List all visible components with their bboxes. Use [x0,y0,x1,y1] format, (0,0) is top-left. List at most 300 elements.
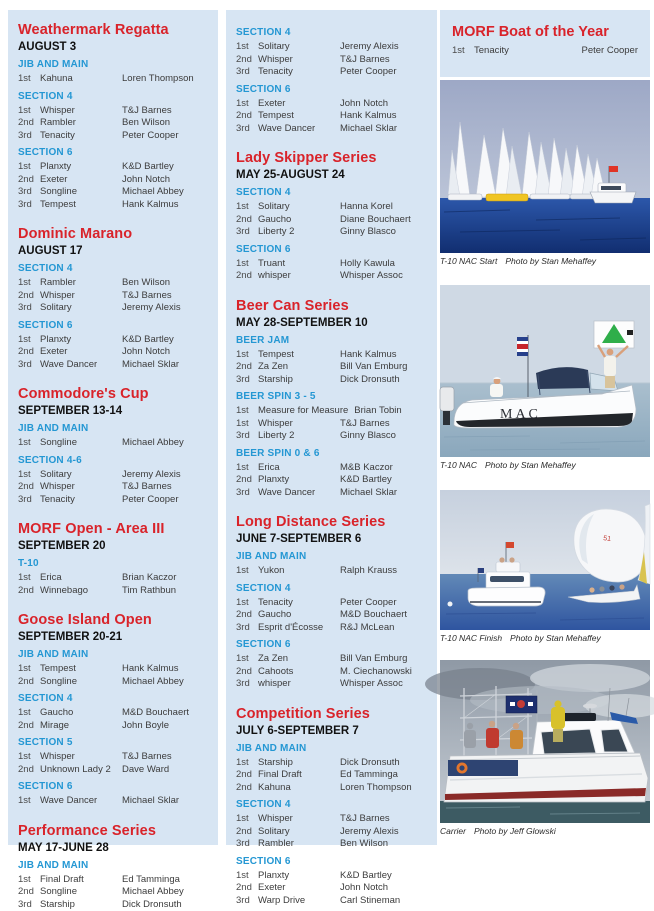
result-boat: Solitary [258,826,340,839]
result-owner: Bill Van Emburg [340,361,427,374]
photo-caption [440,826,650,837]
result-owner: Tim Rathbun [122,585,208,598]
result-boat: Whisper [40,290,122,303]
result-row [236,609,427,622]
result-boat: Solitary [258,41,340,54]
event-title: Goose Island Open [18,612,208,629]
result-place: 2nd [236,826,258,839]
result-boat: Kahuna [258,782,340,795]
results-column-2 [226,10,437,845]
result-row [18,290,208,303]
event-date: SEPTEMBER 13-14 [18,404,208,418]
result-place: 3rd [18,130,40,143]
result-row [18,130,208,143]
photo-caption-title: T-10 NAC [440,460,477,470]
event-block [18,226,208,371]
result-owner: T&J Barnes [340,54,427,67]
result-row [18,585,208,598]
result-place: 2nd [236,666,258,679]
boat-of-the-year-title: MORF Boat of the Year [452,24,638,41]
result-boat: Kahuna [40,73,122,86]
result-row [236,895,427,908]
result-boat: Solitary [40,302,122,315]
section-heading: SECTION 6 [236,84,427,96]
result-place: 2nd [236,110,258,123]
result-row [18,663,208,676]
result-boat: Starship [258,374,340,387]
result-place: 3rd [236,226,258,239]
result-place: 3rd [236,430,258,443]
result-boat: Whisper [258,418,340,431]
section-heading: SECTION 4 [18,263,208,275]
result-place: 2nd [18,174,40,187]
result-owner: Michael Abbey [122,437,208,450]
result-boat: Tenacity [474,44,556,57]
result-owner: Hank Kalmus [340,349,427,362]
result-row [18,676,208,689]
result-boat: Songline [40,437,122,450]
boat-of-the-year-row [452,44,638,57]
result-row [18,751,208,764]
result-place: 2nd [18,720,40,733]
result-owner: Peter Cooper [122,494,208,507]
result-boat: Cahoots [258,666,340,679]
result-owner: Michael Sklar [122,359,208,372]
result-row [18,277,208,290]
result-place: 2nd [18,346,40,359]
result-row [236,374,427,387]
result-boat: Starship [40,899,122,911]
result-place: 1st [18,334,40,347]
result-owner: Bill Van Emburg [340,653,427,666]
result-owner: M&D Bouchaert [340,609,427,622]
result-boat: Unknown Lady 2 [40,764,122,777]
event-block [236,298,427,500]
result-boat: Za Zen [258,653,340,666]
photo-caption [440,633,650,644]
result-owner: Jeremy Alexis [122,302,208,315]
result-boat: Wave Dancer [258,487,340,500]
result-owner: M. Ciechanowski [340,666,427,679]
result-owner: Ed Tamminga [340,769,427,782]
result-row [236,462,427,475]
result-owner: T&J Barnes [340,813,427,826]
event-title: MORF Open - Area III [18,521,208,538]
result-owner: T&J Barnes [122,751,208,764]
result-place: 1st [236,870,258,883]
result-place: 3rd [236,622,258,635]
photo-caption-title: T-10 NAC Finish [440,633,502,643]
event-block [236,27,427,135]
result-boat: Planxty [258,870,340,883]
result-place: 2nd [236,769,258,782]
result-owner: Michael Abbey [122,676,208,689]
result-row [18,494,208,507]
event-date: MAY 28-SEPTEMBER 10 [236,316,427,330]
result-boat: Songline [40,886,122,899]
result-owner: Carl Stineman [340,895,427,908]
result-place: 2nd [18,117,40,130]
event-title: Beer Can Series [236,298,427,315]
result-boat: Za Zen [258,361,340,374]
result-boat: Gaucho [258,214,340,227]
result-owner: Ginny Blasco [340,226,427,239]
event-block [236,514,427,691]
section-heading: SECTION 6 [18,147,208,159]
event-block [18,521,208,597]
result-boat: Final Draft [40,874,122,887]
result-boat: Rambler [40,117,122,130]
result-place: 1st [452,44,474,57]
result-owner: Ben Wilson [340,838,427,851]
result-owner: Jeremy Alexis [122,469,208,482]
result-place: 3rd [236,678,258,691]
photo-caption-credit: Photo by Jeff Glowski [474,826,556,836]
result-row [18,359,208,372]
result-row [236,757,427,770]
result-owner: John Notch [122,174,208,187]
result-place: 1st [18,469,40,482]
result-place: 1st [18,572,40,585]
result-place: 3rd [236,895,258,908]
result-place: 2nd [236,361,258,374]
result-row [236,110,427,123]
result-owner: Ben Wilson [122,277,208,290]
section-heading: SECTION 4 [236,27,427,39]
result-boat: Starship [258,757,340,770]
result-row [18,764,208,777]
result-owner: Hank Kalmus [122,199,208,212]
result-owner: Hank Kalmus [122,663,208,676]
result-row [236,214,427,227]
result-row [236,430,427,443]
result-place: 3rd [18,302,40,315]
photo-caption-credit: Photo by Stan Mehaffey [485,460,576,470]
result-owner: Peter Cooper [122,130,208,143]
result-place: 3rd [236,66,258,79]
result-owner: Hanna Korel [340,201,427,214]
photo-caption-credit: Photo by Stan Mehaffey [510,633,601,643]
result-place: 1st [236,462,258,475]
photo-caption-title: Carrier [440,826,466,836]
carrier-photo-illustration [440,660,650,823]
result-place: 2nd [236,782,258,795]
section-heading: SECTION 6 [236,856,427,868]
event-block [18,22,208,211]
event-date: JULY 6-SEPTEMBER 7 [236,724,427,738]
event-date: JUNE 7-SEPTEMBER 6 [236,532,427,546]
section-heading: JIB AND MAIN [236,551,427,563]
result-owner: R&J McLean [340,622,427,635]
result-place: 2nd [236,474,258,487]
boat-of-the-year-box [440,10,650,77]
result-place: 1st [18,437,40,450]
photo-mac-boat [440,285,650,471]
svg-text:51: 51 [603,535,612,543]
result-place: 1st [236,653,258,666]
result-row [236,769,427,782]
photo-race-start [440,80,650,267]
result-owner: T&J Barnes [122,481,208,494]
svg-text:MAC: MAC [500,407,541,422]
result-owner: Diane Bouchaert [340,214,427,227]
section-heading: SECTION 4 [236,799,427,811]
result-row [18,481,208,494]
event-title: Performance Series [18,823,208,840]
result-place: 1st [236,565,258,578]
result-row [18,334,208,347]
event-block [18,823,208,911]
result-place: 3rd [236,487,258,500]
result-owner: Brian Tobin [354,405,427,418]
result-owner: Peter Cooper [340,66,427,79]
result-row [236,870,427,883]
result-row [236,882,427,895]
result-owner: Jeremy Alexis [340,826,427,839]
result-place: 1st [236,405,258,418]
result-owner: Dick Dronsuth [122,899,208,911]
result-owner: Whisper Assoc [340,270,427,283]
result-boat: Exeter [40,346,122,359]
result-boat: Final Draft [258,769,340,782]
result-boat: Tenacity [40,494,122,507]
result-place: 1st [236,349,258,362]
result-owner: Ben Wilson [122,117,208,130]
result-place: 1st [236,41,258,54]
section-heading: BEER SPIN 3 - 5 [236,391,427,403]
event-block [236,150,427,283]
result-place: 3rd [18,494,40,507]
result-row [236,826,427,839]
section-heading: JIB AND MAIN [236,743,427,755]
result-place: 3rd [18,899,40,911]
result-row [18,302,208,315]
result-owner: Jeremy Alexis [340,41,427,54]
result-owner: T&J Barnes [122,105,208,118]
event-block [236,706,427,908]
result-boat: Tempest [40,663,122,676]
event-title: Commodore's Cup [18,386,208,403]
result-row [236,226,427,239]
result-owner: Holly Kawula [340,258,427,271]
photo-caption-title: T-10 NAC Start [440,256,497,266]
result-row [236,678,427,691]
result-place: 1st [236,201,258,214]
result-row [236,349,427,362]
result-owner: John Boyle [122,720,208,733]
event-date: SEPTEMBER 20 [18,539,208,553]
result-place: 1st [18,73,40,86]
result-owner: Hank Kalmus [340,110,427,123]
section-heading: T-10 [18,558,208,570]
result-owner: John Notch [340,98,427,111]
result-place: 2nd [18,585,40,598]
photo-column [440,10,650,845]
result-boat: Songline [40,186,122,199]
result-boat: Esprit d'Écosse [258,622,340,635]
result-place: 2nd [18,481,40,494]
result-boat: Warp Drive [258,895,340,908]
result-place: 1st [236,813,258,826]
result-boat: Erica [258,462,340,475]
result-row [18,174,208,187]
result-boat: Whisper [258,813,340,826]
result-place: 3rd [236,374,258,387]
result-place: 1st [18,751,40,764]
result-place: 1st [18,795,40,808]
result-owner: Michael Sklar [122,795,208,808]
section-heading: SECTION 6 [236,639,427,651]
section-heading: JIB AND MAIN [18,59,208,71]
result-row [18,572,208,585]
section-heading: SECTION 4 [236,583,427,595]
race-start-photo-illustration [440,80,650,253]
section-heading: SECTION 6 [236,244,427,256]
result-row [236,54,427,67]
result-row [236,666,427,679]
result-place: 3rd [236,123,258,136]
result-place: 2nd [236,882,258,895]
section-heading: JIB AND MAIN [18,649,208,661]
result-boat: Exeter [40,174,122,187]
event-block [18,386,208,506]
photo-finish [440,490,650,644]
result-boat: whisper [258,270,340,283]
finish-photo-illustration [440,490,650,630]
event-block [18,612,208,808]
result-row [18,437,208,450]
section-heading: SECTION 5 [18,737,208,749]
result-owner: Michael Abbey [122,886,208,899]
result-row [236,418,427,431]
mac-boat-photo-illustration [440,285,650,457]
result-owner: Brian Kaczor [122,572,208,585]
result-boat: Gaucho [258,609,340,622]
result-owner: K&D Bartley [122,161,208,174]
result-owner: K&D Bartley [340,474,427,487]
result-row [18,886,208,899]
result-row [236,487,427,500]
result-row [18,469,208,482]
result-place: 2nd [236,609,258,622]
result-place: 2nd [236,54,258,67]
result-owner: Loren Thompson [122,73,208,86]
result-boat: Exeter [258,98,340,111]
result-owner: Michael Sklar [340,487,427,500]
result-owner: Loren Thompson [340,782,427,795]
result-place: 2nd [18,676,40,689]
result-owner: Michael Abbey [122,186,208,199]
result-row [18,199,208,212]
result-row [236,66,427,79]
result-row [236,123,427,136]
result-row [18,105,208,118]
result-row [18,874,208,887]
result-row [236,597,427,610]
result-owner: Ed Tamminga [122,874,208,887]
result-row [236,565,427,578]
result-boat: Whisper [40,481,122,494]
result-owner: T&J Barnes [122,290,208,303]
section-heading: JIB AND MAIN [18,860,208,872]
section-heading: SECTION 4 [18,693,208,705]
result-row [236,782,427,795]
result-row [18,707,208,720]
result-owner: John Notch [340,882,427,895]
result-boat: Truant [258,258,340,271]
result-row [236,201,427,214]
result-row [236,270,427,283]
result-row [18,117,208,130]
result-boat: Rambler [40,277,122,290]
result-row [236,98,427,111]
result-place: 3rd [18,359,40,372]
result-boat: Solitary [40,469,122,482]
result-row [18,161,208,174]
result-place: 1st [18,707,40,720]
result-row [236,41,427,54]
event-title: Long Distance Series [236,514,427,531]
result-boat: Planxty [258,474,340,487]
result-row [18,186,208,199]
result-owner: John Notch [122,346,208,359]
result-row [18,899,208,911]
section-heading: SECTION 6 [18,781,208,793]
result-boat: Planxty [40,334,122,347]
result-boat: Mirage [40,720,122,733]
result-place: 1st [18,277,40,290]
result-row [236,622,427,635]
section-heading: BEER SPIN 0 & 6 [236,448,427,460]
result-owner: Ralph Krauss [340,565,427,578]
result-place: 2nd [18,290,40,303]
result-place: 1st [236,597,258,610]
result-boat: Tempest [40,199,122,212]
result-place: 1st [236,757,258,770]
result-boat: Tenacity [40,130,122,143]
result-owner: M&B Kaczor [340,462,427,475]
result-boat: Exeter [258,882,340,895]
results-column-1 [8,10,218,845]
result-owner: M&D Bouchaert [122,707,208,720]
photo-caption [440,460,650,471]
event-title: Weathermark Regatta [18,22,208,39]
result-boat: Gaucho [40,707,122,720]
hull [444,753,648,802]
result-place: 2nd [236,214,258,227]
result-boat: Tenacity [258,597,340,610]
result-row [236,361,427,374]
result-boat: Measure for Measure [258,405,354,418]
result-boat: whisper [258,678,340,691]
result-boat: Whisper [40,751,122,764]
result-boat: Songline [40,676,122,689]
result-place: 1st [18,874,40,887]
result-boat: Winnebago [40,585,122,598]
section-heading: SECTION 4 [236,187,427,199]
result-boat: Tempest [258,349,340,362]
result-place: 1st [18,105,40,118]
result-row [18,720,208,733]
result-owner: K&D Bartley [340,870,427,883]
event-date: AUGUST 17 [18,244,208,258]
result-row [18,73,208,86]
result-row [236,653,427,666]
result-place: 3rd [236,838,258,851]
section-heading: SECTION 6 [18,320,208,332]
result-place: 1st [236,258,258,271]
result-boat: Wave Dancer [40,795,122,808]
